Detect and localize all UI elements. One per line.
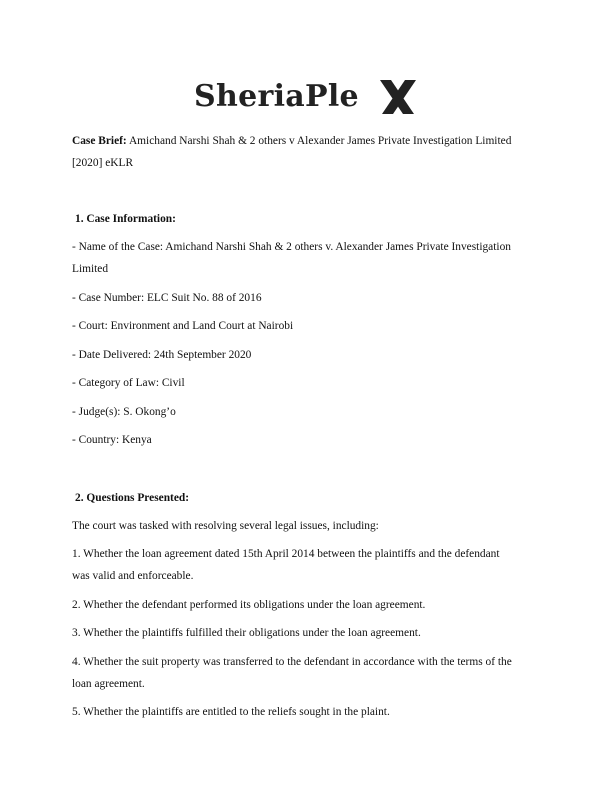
question-item: 4. Whether the suit property was transferred to the defendant in accordance with the terms of the <box>72 656 512 668</box>
case-info-item: - Date Delivered: 24th September 2020 <box>72 349 252 361</box>
case-info-item: - Country: Kenya <box>72 434 152 446</box>
question-item: 5. Whether the plaintiffs are entitled to the reliefs sought in the plaint. <box>72 706 390 718</box>
case-info-item: - Name of the Case: Amichand Narshi Shah & 2 others v. Alexander James Private Investigation <box>72 241 511 253</box>
logo-wordmark: SheriaPle <box>194 79 359 114</box>
case-brief-label: Case Brief: <box>72 135 127 147</box>
case-info-item: - Judge(s): S. Okong’o <box>72 406 176 418</box>
sheriaplex-logo <box>194 76 416 118</box>
case-brief-line-1 <box>72 133 511 149</box>
logo-x-mark-icon <box>377 78 417 116</box>
section-1-heading: 1. Case Information: <box>75 213 176 225</box>
question-item: 1. Whether the loan agreement dated 15th April 2014 between the plaintiffs and the defendant <box>72 548 500 560</box>
section-2-heading: 2. Questions Presented: <box>75 492 190 504</box>
case-info-item: - Category of Law: Civil <box>72 377 185 389</box>
case-brief-title: Amichand Narshi Shah & 2 others v Alexander James Private Investigation Limited <box>128 135 512 147</box>
case-info-item: - Case Number: ELC Suit No. 88 of 2016 <box>72 292 262 304</box>
case-info-item: Limited <box>72 263 109 275</box>
question-item: was valid and enforceable. <box>72 570 194 582</box>
question-item: 2. Whether the defendant performed its obligations under the loan agreement. <box>72 599 426 611</box>
case-info-item: - Court: Environment and Land Court at Nairobi <box>72 320 294 332</box>
question-item: loan agreement. <box>72 678 145 690</box>
question-item: 3. Whether the plaintiffs fulfilled their obligations under the loan agreement. <box>72 627 421 639</box>
case-brief-line-2: [2020] eKLR <box>72 157 134 169</box>
questions-intro: The court was tasked with resolving several legal issues, including: <box>72 520 379 532</box>
